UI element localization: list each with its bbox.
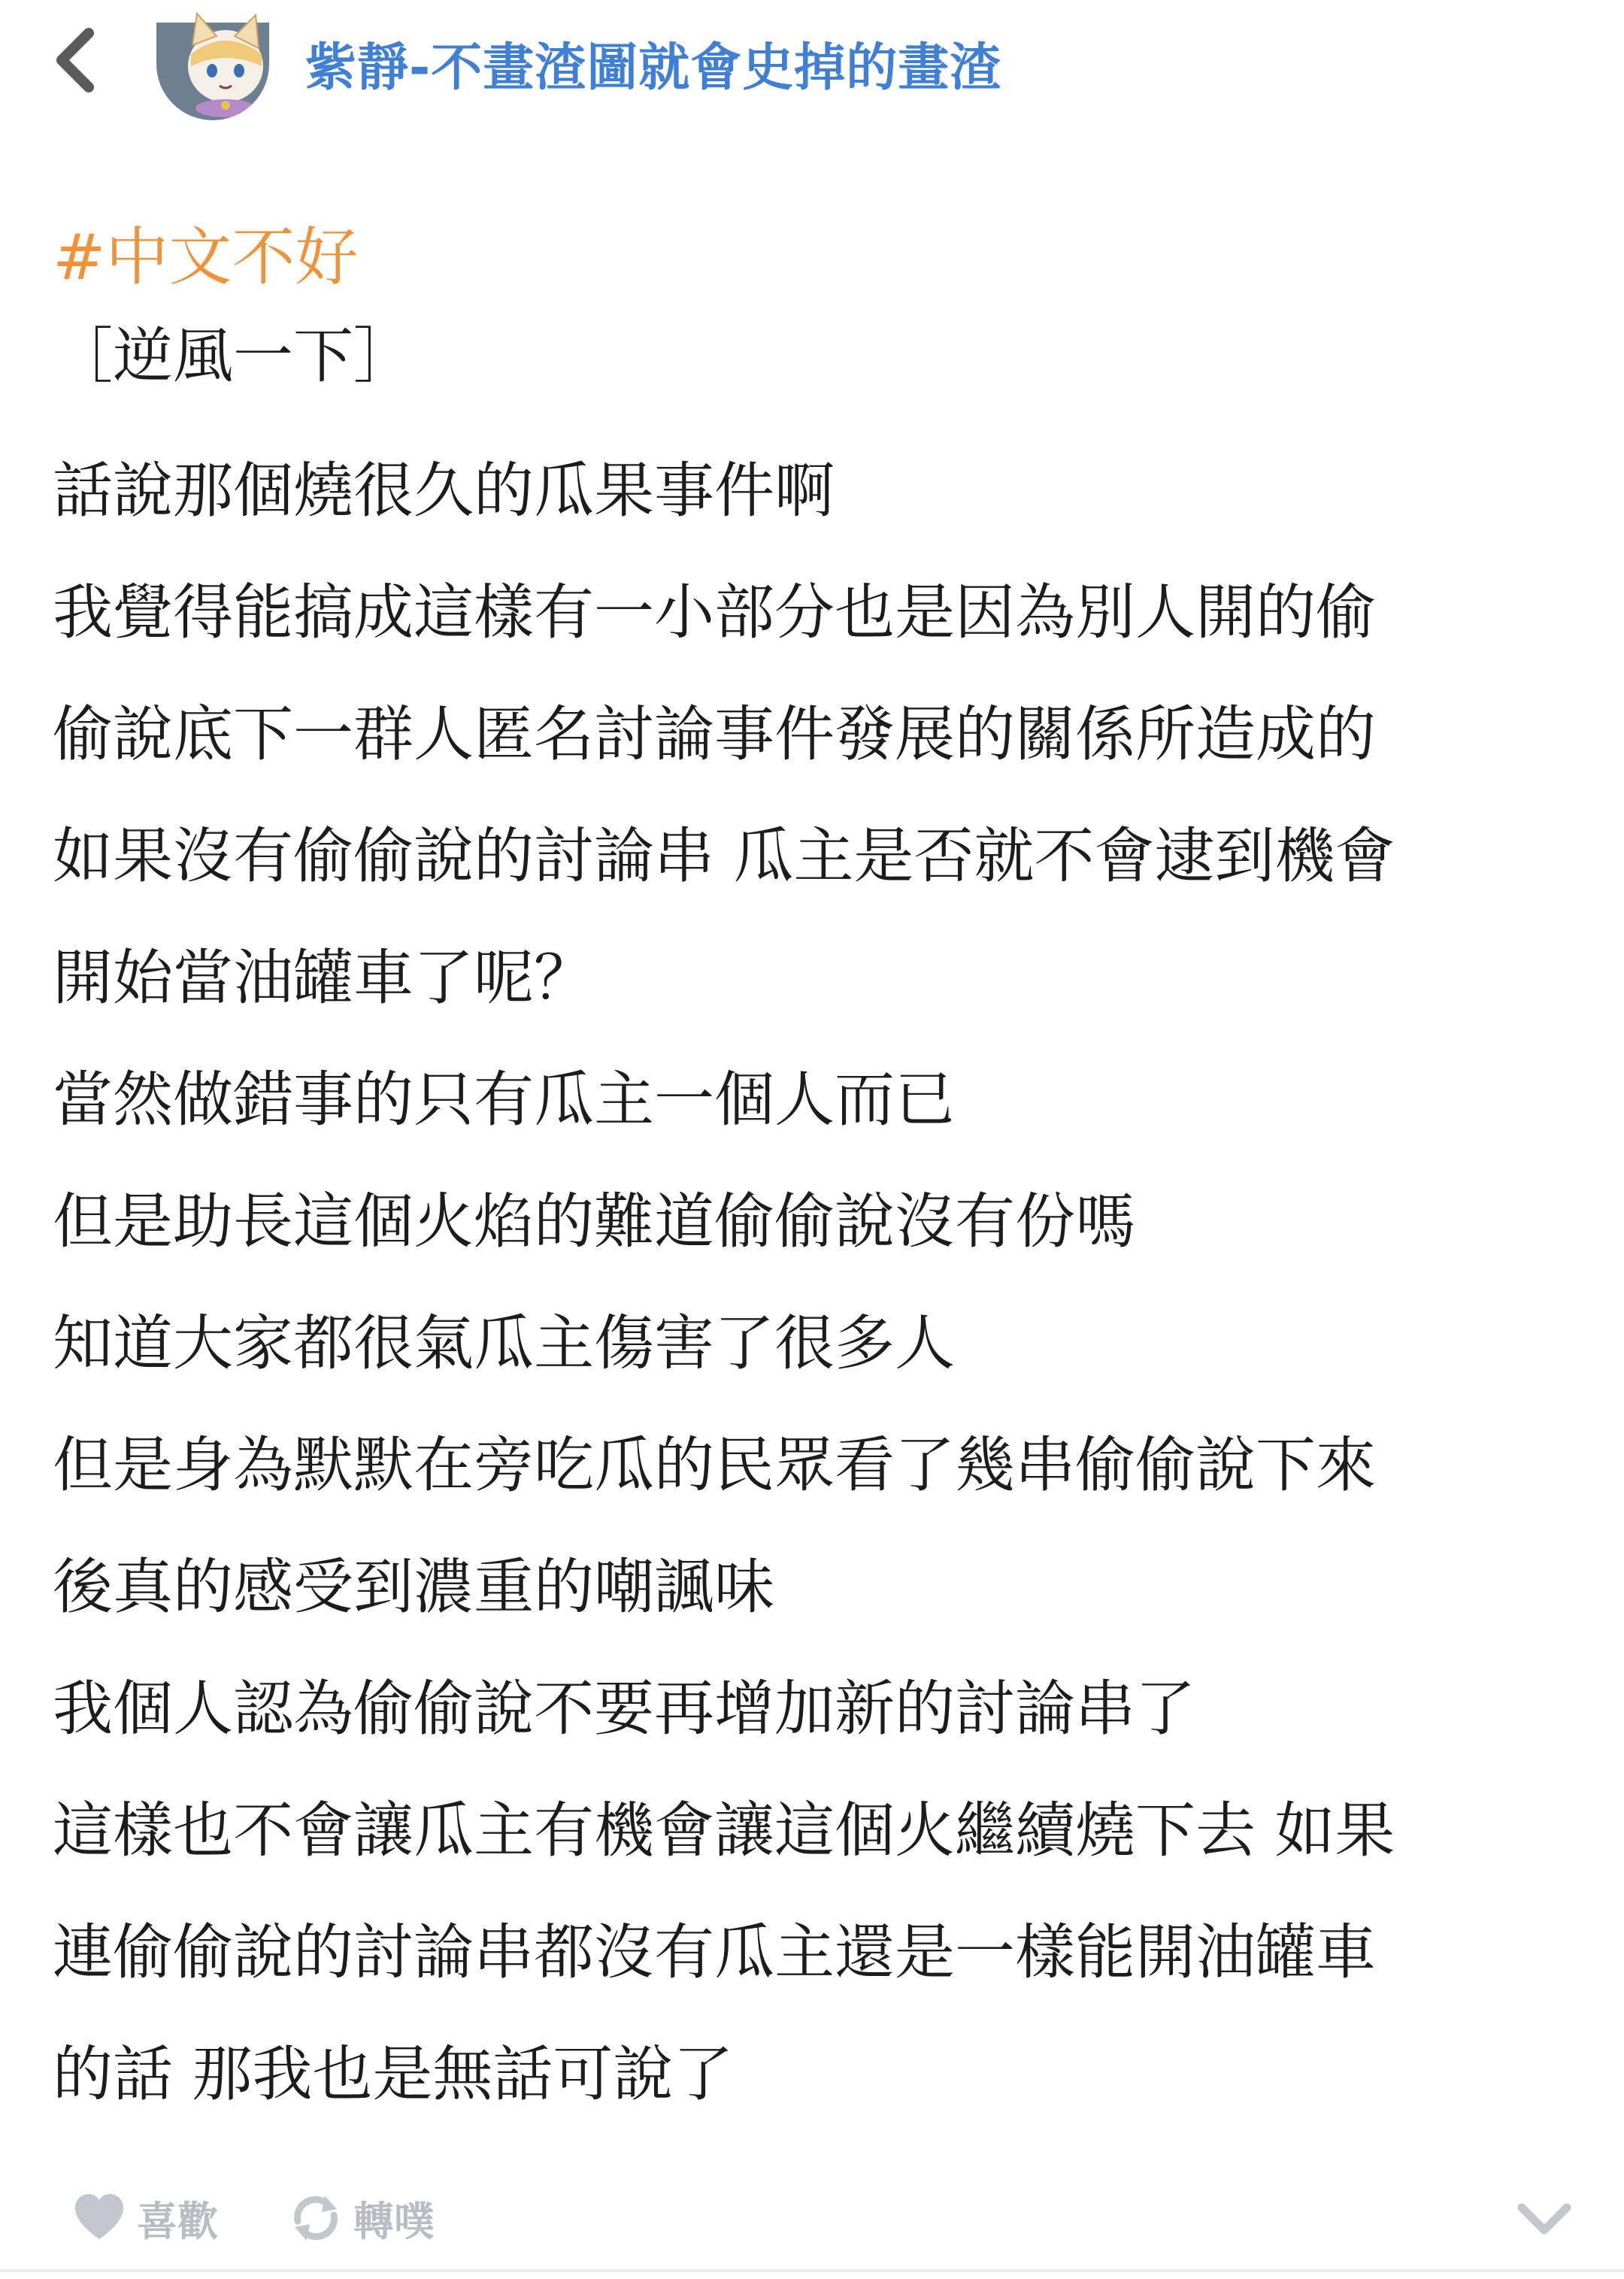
expand-button[interactable] bbox=[1516, 2193, 1573, 2245]
post-line: 這樣也不會讓瓜主有機會讓這個火繼續燒下去 如果 bbox=[53, 1796, 1395, 1865]
post-line: 的話 那我也是無話可說了 bbox=[53, 2039, 734, 2109]
post-line: 但是身為默默在旁吃瓜的民眾看了幾串偷偷說下來 bbox=[53, 1430, 1376, 1500]
post-line: 但是助長這個火焰的難道偷偷說沒有份嗎 bbox=[53, 1186, 1135, 1256]
post-content bbox=[53, 220, 1586, 2135]
like-button[interactable] bbox=[72, 2190, 218, 2247]
chevron-down-icon bbox=[1516, 2193, 1573, 2245]
post-line: ［逆風一下］ bbox=[53, 321, 414, 391]
hashtag-link[interactable]: #中文不好 bbox=[53, 220, 359, 294]
post-line: 開始當油罐車了呢？ bbox=[53, 943, 594, 1013]
post-line: 如果沒有偷偷說的討論串 瓜主是否就不會逮到機會 bbox=[53, 821, 1395, 891]
post-line: 我個人認為偷偷說不要再增加新的討論串了 bbox=[53, 1674, 1195, 1744]
heart-icon bbox=[72, 2191, 126, 2245]
post-actions bbox=[0, 2173, 1624, 2263]
post-line: 我覺得能搞成這樣有一小部分也是因為別人開的偷 bbox=[53, 577, 1376, 647]
post-line: 連偷偷說的討論串都沒有瓜主還是一樣能開油罐車 bbox=[53, 1917, 1376, 1987]
repost-button[interactable] bbox=[289, 2190, 435, 2247]
post-header bbox=[0, 0, 1624, 128]
post-line: 偷說底下一群人匿名討論事件發展的關係所造成的 bbox=[53, 699, 1376, 769]
repost-label: 轉噗 bbox=[353, 2197, 435, 2245]
author-name[interactable]: 紫靜-不畫渣圖就會史掉的畫渣 bbox=[305, 38, 1002, 98]
post-line: 當然做錯事的只有瓜主一個人而已 bbox=[53, 1065, 955, 1135]
divider bbox=[0, 2269, 1624, 2272]
post-line: 後真的感受到濃重的嘲諷味 bbox=[53, 1552, 774, 1622]
chevron-left-icon bbox=[42, 23, 117, 98]
avatar[interactable] bbox=[156, 0, 269, 120]
repost-icon bbox=[289, 2191, 343, 2245]
post-line: 話說那個燒很久的瓜果事件啊 bbox=[53, 456, 835, 526]
like-label: 喜歡 bbox=[137, 2197, 218, 2245]
cat-avatar-icon bbox=[156, 0, 269, 120]
back-button[interactable] bbox=[42, 23, 117, 98]
post-line: 知道大家都很氣瓜主傷害了很多人 bbox=[53, 1308, 955, 1378]
